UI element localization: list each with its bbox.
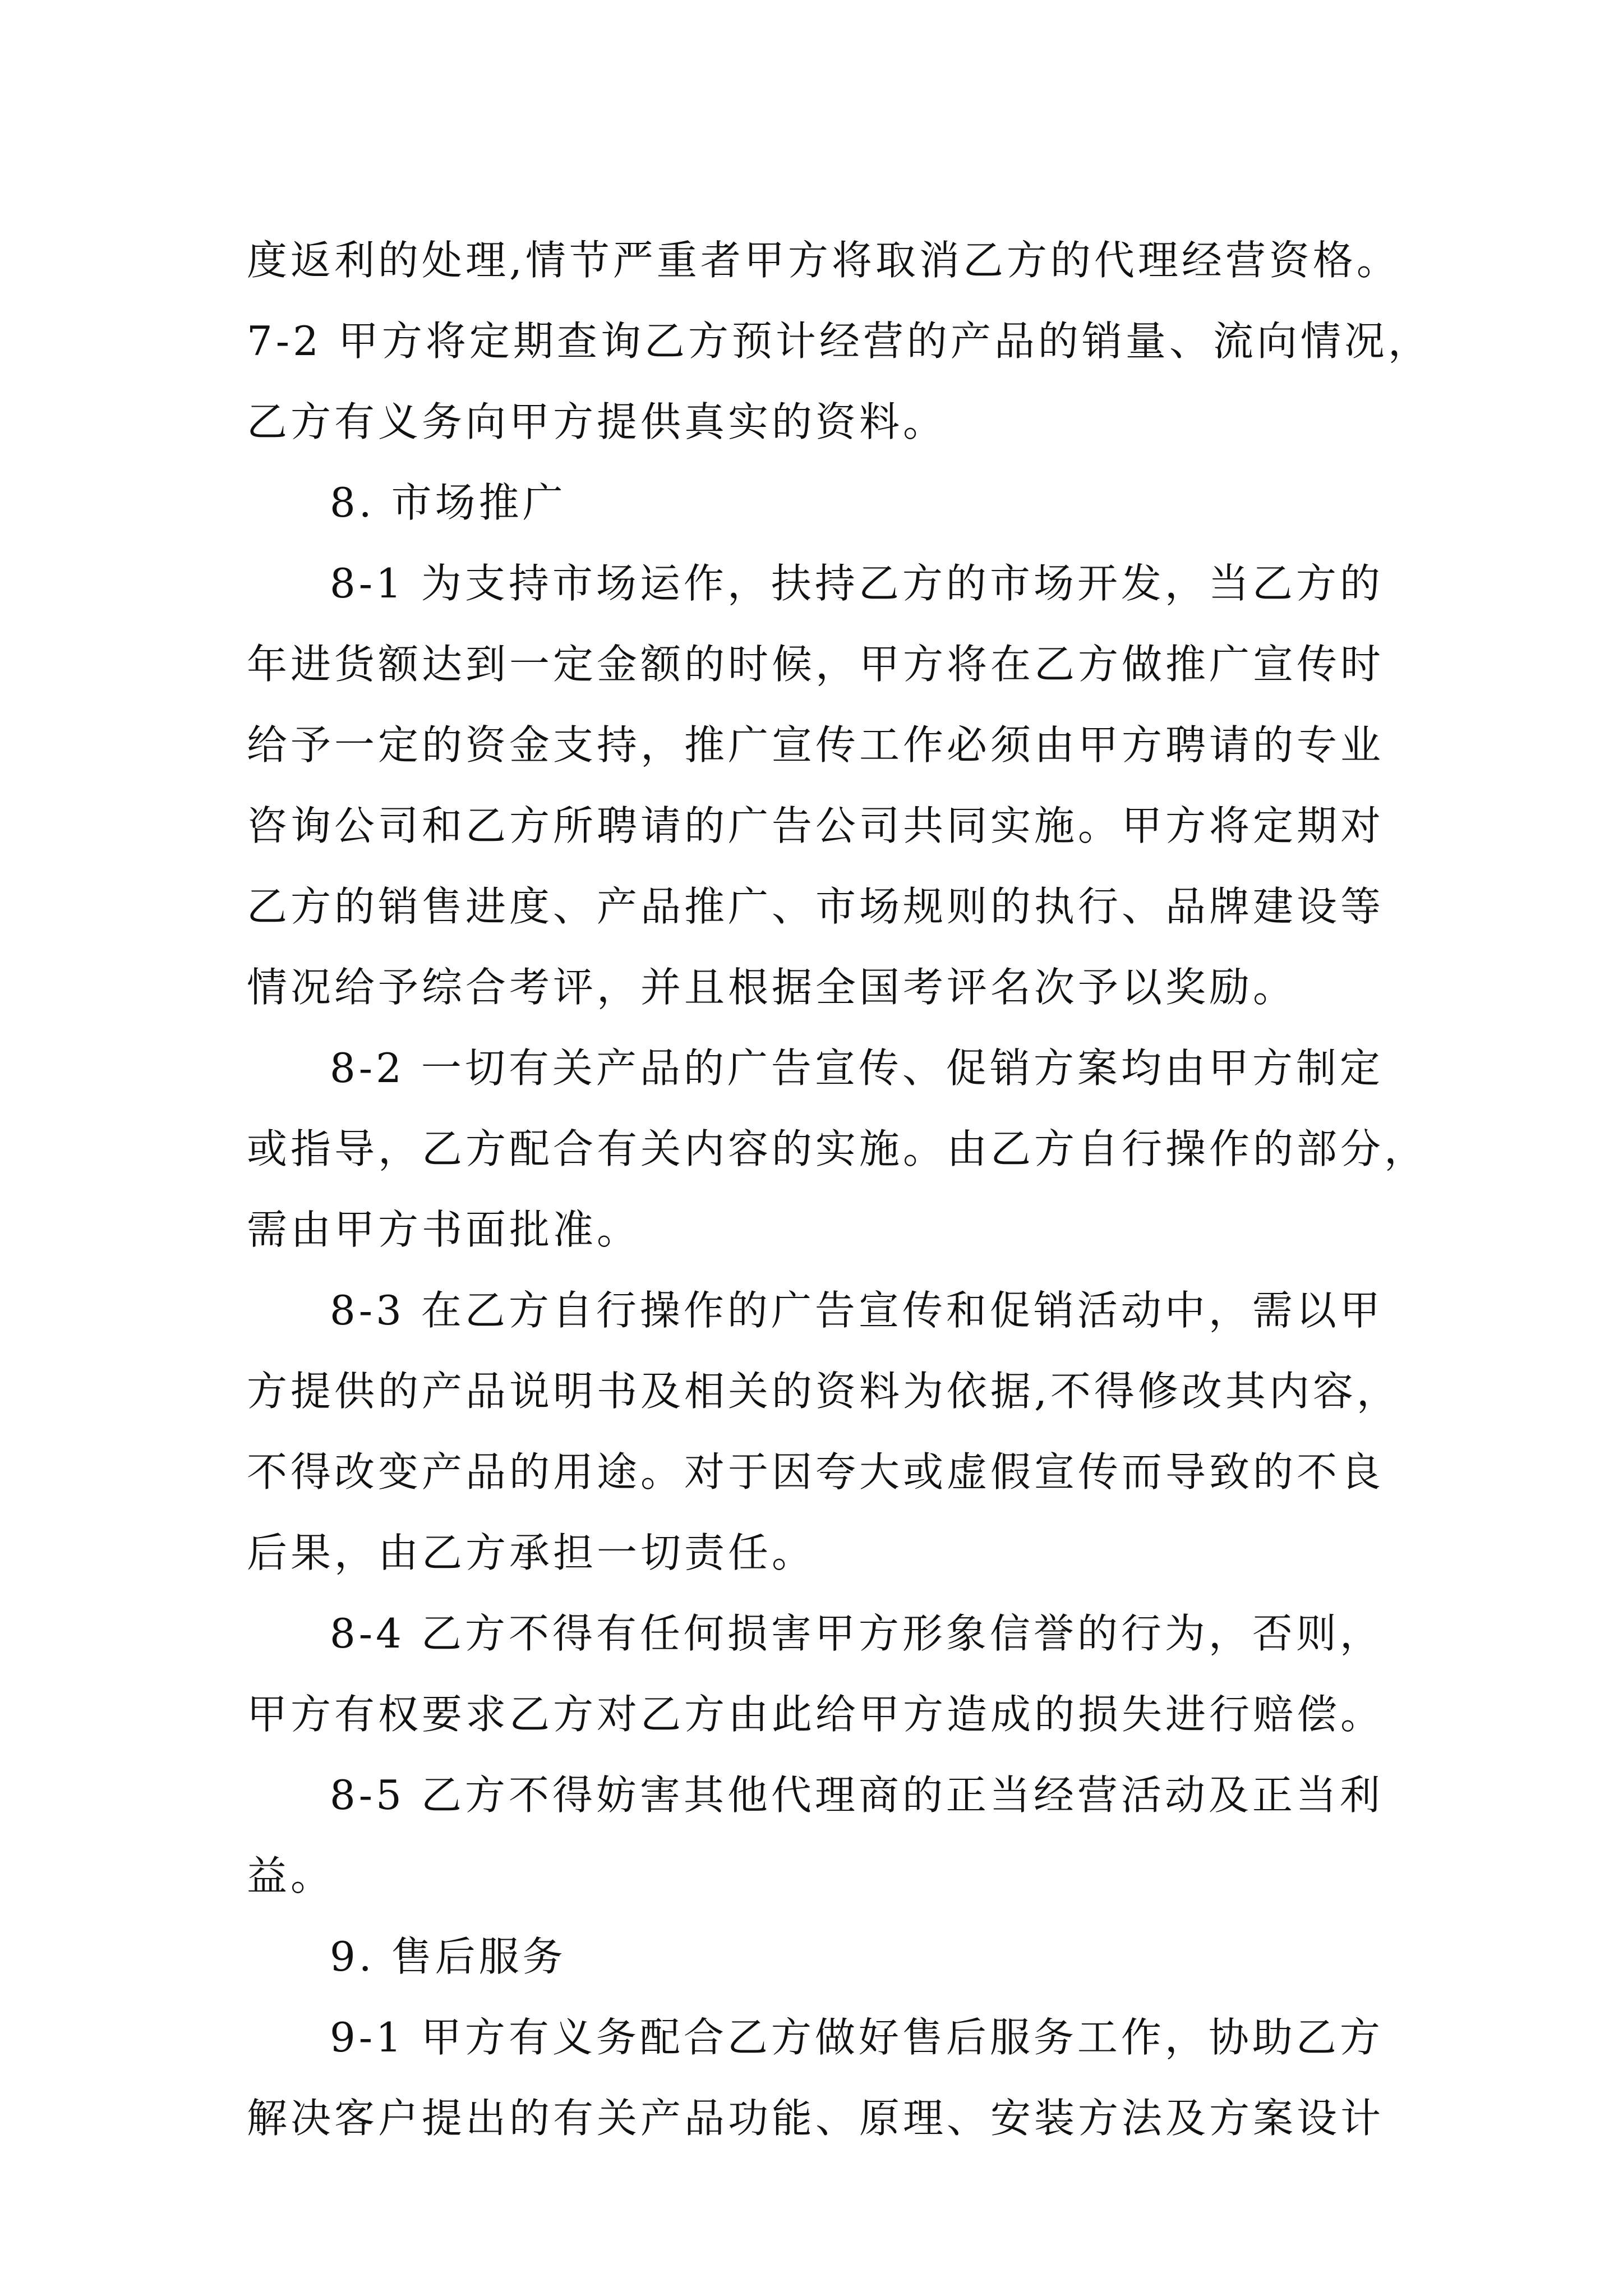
text-line: 给予一定的资金支持，推广宣传工作必须由甲方聘请的专业 — [247, 721, 1385, 769]
text-line: 或指导，乙方配合有关内容的实施。由乙方自行操作的部分， — [247, 1125, 1428, 1172]
text-line: 度返利的处理,情节严重者甲方将取消乙方的代理经营资格。 — [247, 237, 1400, 284]
section-heading: 8. 市场推广 — [330, 479, 566, 526]
text-line: 后果，由乙方承担一切责任。 — [247, 1529, 816, 1576]
text-line: 解决客户提出的有关产品功能、原理、安装方法及方案设计 — [247, 2095, 1385, 2142]
text-line: 8-1 为支持市场运作，扶持乙方的市场开发，当乙方的 — [330, 560, 1384, 607]
document-body — [247, 220, 1453, 2159]
text-line: 甲方有权要求乙方对乙方由此给甲方造成的损失进行赔偿。 — [247, 1691, 1385, 1738]
text-line: 咨询公司和乙方所聘请的广告公司共同实施。甲方将定期对 — [247, 802, 1385, 849]
section-heading: 9. 售后服务 — [330, 1933, 566, 1980]
text-line: 年进货额达到一定金额的时候，甲方将在乙方做推广宣传时 — [247, 641, 1385, 688]
text-line: 8-2 一切有关产品的广告宣传、促销方案均由甲方制定 — [330, 1045, 1384, 1092]
text-line: 8-3 在乙方自行操作的广告宣传和促销活动中，需以甲 — [330, 1287, 1384, 1334]
text-line: 9-1 甲方有义务配合乙方做好售后服务工作，协助乙方 — [330, 2014, 1384, 2061]
text-line: 8-4 乙方不得有任何损害甲方形象信誉的行为，否则， — [330, 1610, 1384, 1657]
text-line: 乙方有义务向甲方提供真实的资料。 — [247, 398, 947, 445]
text-line: 7-2 甲方将定期查询乙方预计经营的产品的销量、流向情况， — [247, 318, 1432, 365]
text-line: 益。 — [247, 1852, 335, 1899]
text-line: 8-5 乙方不得妨害其他代理商的正当经营活动及正当利 — [330, 1772, 1384, 1819]
text-line: 情况给予综合考评，并且根据全国考评名次予以奖励。 — [247, 964, 1297, 1011]
text-line: 需由甲方书面批准。 — [247, 1206, 641, 1253]
text-line: 不得改变产品的用途。对于因夸大或虚假宣传而导致的不良 — [247, 1448, 1385, 1496]
text-line: 乙方的销售进度、产品推广、市场规则的执行、品牌建设等 — [247, 883, 1385, 930]
text-line: 方提供的产品说明书及相关的资料为依据,不得修改其内容， — [247, 1368, 1400, 1415]
